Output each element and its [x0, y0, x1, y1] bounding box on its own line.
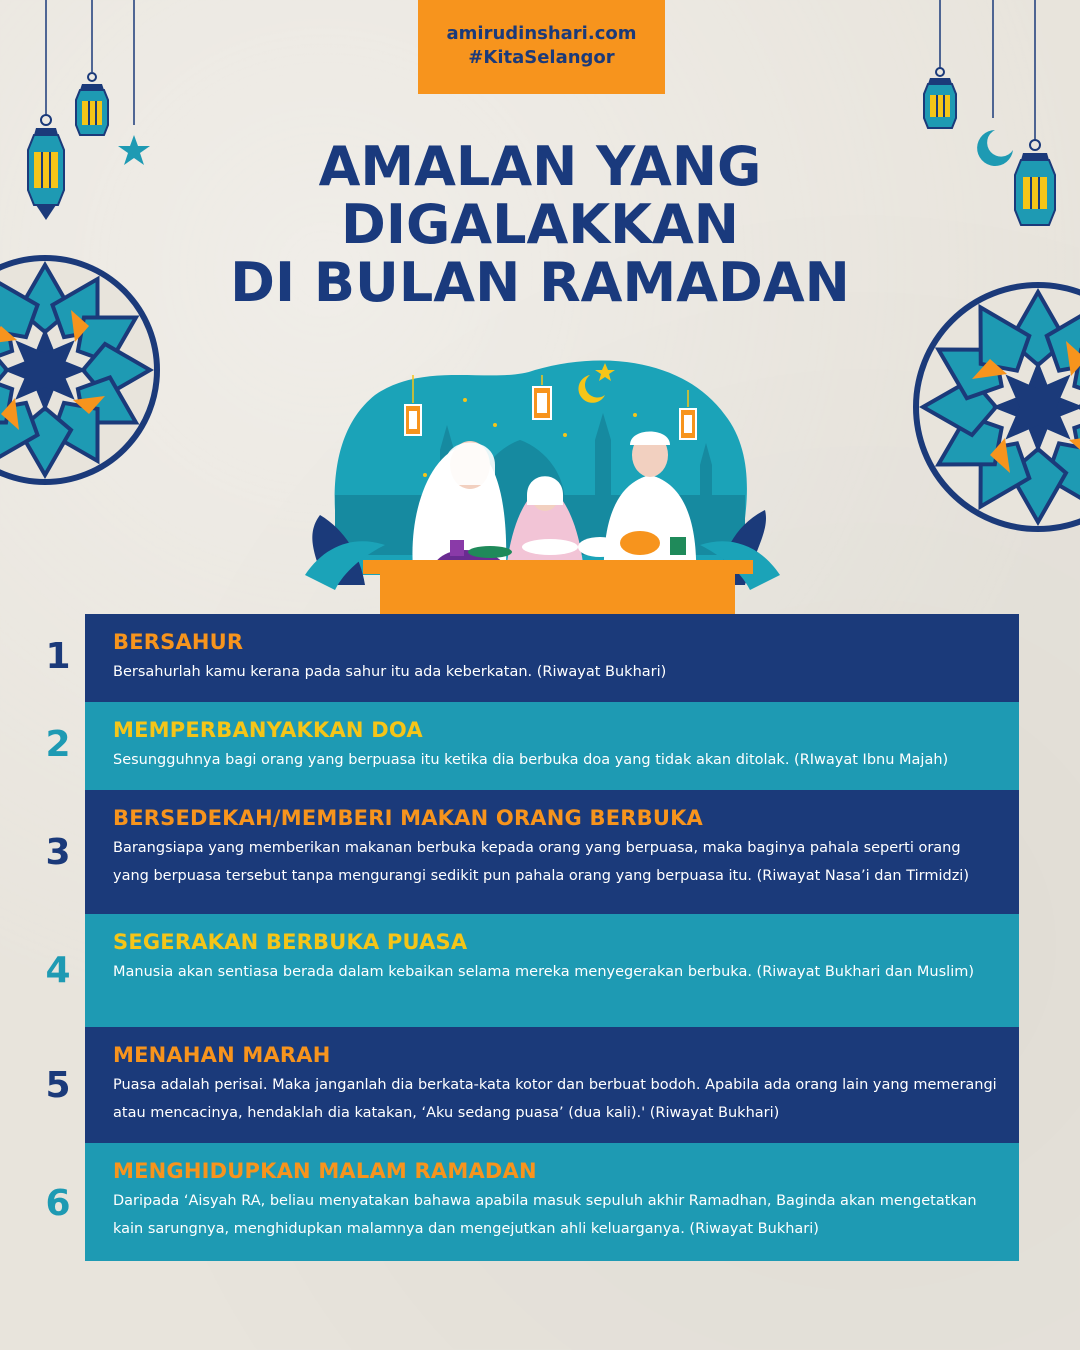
item-card — [85, 614, 1019, 702]
item-number: 5 — [45, 1065, 71, 1106]
item-number: 4 — [45, 950, 71, 991]
item-text: Barangsiapa yang memberikan makanan berbuka kepada orang yang berpuasa, maka baginya pahala seperti orang yang berpuasa tersebut tanpa mengurangi sedikit pun pahala orang yang berpuasa itu. (Riwayat Nasa’i dan Tirmidzi) — [113, 840, 969, 884]
item-heading: MENAHAN MARAH — [113, 1043, 331, 1067]
item-card — [85, 914, 1019, 1027]
page-title — [140, 135, 940, 314]
list-item — [0, 914, 1080, 1027]
title-line-2: DIGALAKKAN — [341, 193, 739, 256]
item-card — [85, 702, 1019, 790]
brand-box — [418, 0, 665, 94]
item-text: Daripada ‘Aisyah RA, beliau menyatakan bahawa apabila masuk sepuluh akhir Ramadhan, Baginda akan mengetatkan kain sarungnya, menghidupkan malamnya dan mengejutkan ahli keluarganya. (Riwayat Bukhari) — [113, 1193, 977, 1237]
item-heading: MEMPERBANYAKKAN DOA — [113, 718, 423, 742]
item-card — [85, 1027, 1019, 1143]
item-number: 1 — [45, 636, 71, 677]
geometric-ornament-right-icon — [918, 282, 1080, 532]
item-card — [85, 790, 1019, 914]
list-item — [0, 702, 1080, 790]
item-text: Manusia akan sentiasa berada dalam kebaikan selama mereka menyegerakan berbuka. (Riwayat Bukhari dan Muslim) — [113, 964, 975, 980]
item-number: 6 — [45, 1183, 71, 1224]
list-item — [0, 614, 1080, 702]
item-heading: MENGHIDUPKAN MALAM RAMADAN — [113, 1159, 537, 1183]
item-text: Bersahurlah kamu kerana pada sahur itu ada keberkatan. (Riwayat Bukhari) — [113, 664, 667, 680]
item-heading: SEGERAKAN BERBUKA PUASA — [113, 930, 468, 954]
item-card — [85, 1143, 1019, 1261]
item-heading: BERSAHUR — [113, 630, 244, 654]
item-number: 2 — [45, 724, 71, 765]
list-item — [0, 790, 1080, 914]
title-line-3: DI BULAN RAMADAN — [230, 251, 850, 314]
brand-website: amirudinshari.com — [446, 23, 637, 44]
list-item — [0, 1143, 1080, 1261]
item-text: Sesungguhnya bagi orang yang berpuasa itu ketika dia berbuka doa yang tidak akan ditolak. (RIwayat Ibnu Majah) — [113, 752, 949, 768]
item-text: Puasa adalah perisai. Maka janganlah dia berkata-kata kotor dan berbuat bodoh. Apabila ada orang lain yang memerangi atau mencacinya, hendaklah dia katakan, ‘Aku sedang puasa’ (dua kali).' (Riwayat Bukhari) — [113, 1077, 997, 1121]
title-line-1: AMALAN YANG — [318, 135, 762, 198]
family-iftar-illustration-icon — [305, 355, 780, 617]
item-heading: BERSEDEKAH/MEMBERI MAKAN ORANG BERBUKA — [113, 806, 703, 830]
brand-hashtag: #KitaSelangor — [468, 47, 615, 68]
item-number: 3 — [45, 832, 71, 873]
list-item — [0, 1027, 1080, 1143]
